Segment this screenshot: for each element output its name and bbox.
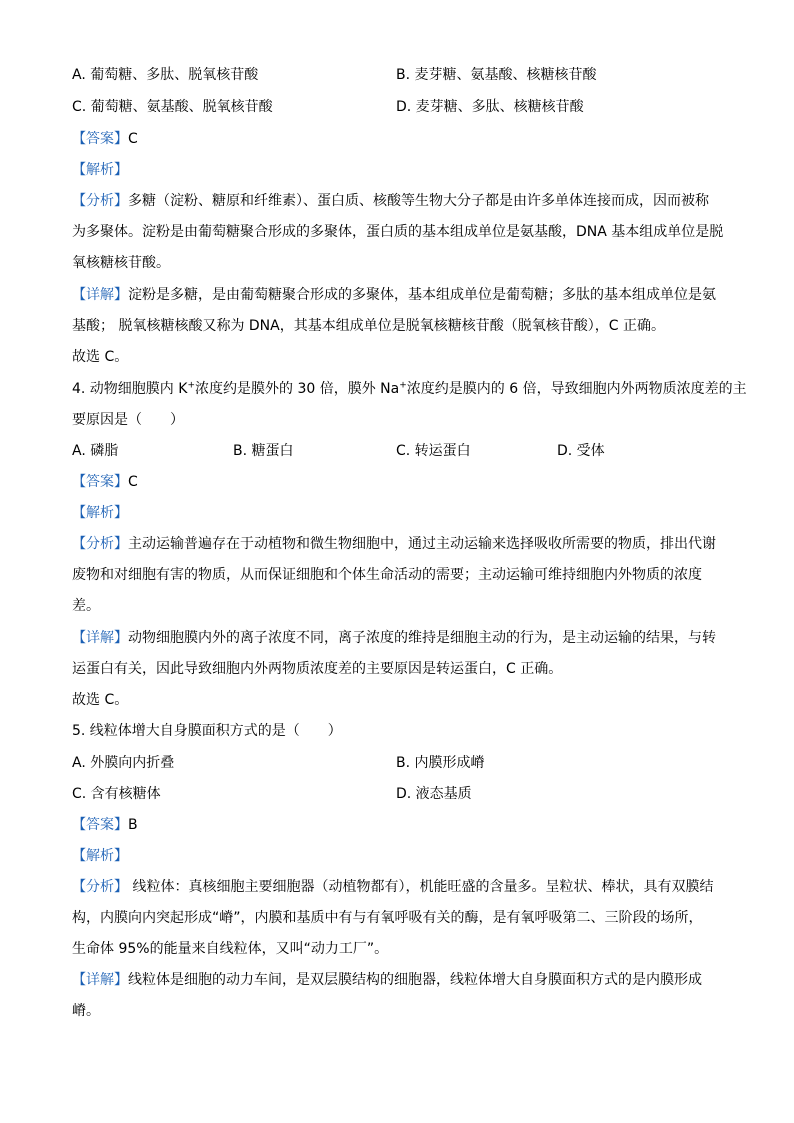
q4-xiangjie-line-1 xyxy=(72,627,716,649)
q3-answer-tag: 【答案】 xyxy=(72,131,128,147)
q5-stem: 5. 线粒体增大自身膜面积方式的是（ ） xyxy=(72,723,342,739)
q4-option-b: B. 糖蛋白 xyxy=(233,443,294,459)
q5-option-a: A. 外膜向内折叠 xyxy=(72,755,175,771)
q4-answer-tag: 【答案】 xyxy=(72,474,128,490)
q5-fenxi-line-3: 生命体 95%的能量来自线粒体，又叫“动力工厂”。 xyxy=(72,941,389,957)
q3-xiangjie-line-1 xyxy=(72,284,716,306)
q5-answer-value: B xyxy=(128,817,138,833)
q3-xiangjie-line-2: 基酸； 脱氧核糖核酸又称为 DNA，其基本组成单位是脱氧核糖核苷酸（脱氧核苷酸），C 正确。 xyxy=(72,318,665,334)
q3-jiexi-line xyxy=(72,159,128,181)
q3-fenxi-line-3: 氧核糖核苷酸。 xyxy=(72,255,170,271)
q3-option-b: B. 麦芽糖、氨基酸、核糖核苷酸 xyxy=(396,67,597,83)
q3-fenxi-line-2: 为多聚体。淀粉是由葡萄糖聚合形成的多聚体，蛋白质的基本组成单位是氨基酸，DNA 基本组成单位是脱 xyxy=(72,224,724,240)
q3-jiexi-tag: 【解析】 xyxy=(72,162,128,178)
q4-xiangjie-text-1: 动物细胞膜内外的离子浓度不同，离子浓度的维持是细胞主动的行为，是主动运输的结果，与转 xyxy=(128,630,716,646)
q5-jiexi-line xyxy=(72,845,128,867)
q5-option-d: D. 液态基质 xyxy=(396,786,472,802)
q4-fenxi-line-2: 废物和对细胞有害的物质，从而保证细胞和个体生命活动的需要；主动运输可维持细胞内外物质的浓度 xyxy=(72,567,702,583)
q5-answer-line xyxy=(72,814,138,836)
q4-jiexi-line xyxy=(72,502,128,524)
q5-fenxi-line-2: 构，内膜向内突起形成“嵴”，内膜和基质中有与有氧呼吸有关的酶，是有氧呼吸第二、三阶段的场所， xyxy=(72,910,703,926)
q4-conclusion: 故选 C。 xyxy=(72,692,129,708)
q4-stem-sup-2: + xyxy=(399,380,407,391)
q5-xiangjie-line-1 xyxy=(72,969,702,991)
q4-fenxi-line-1 xyxy=(72,533,716,555)
q5-jiexi-tag: 【解析】 xyxy=(72,848,128,864)
q4-stem-sup-1: + xyxy=(187,380,195,391)
q4-answer-line xyxy=(72,471,138,493)
q3-option-d: D. 麦芽糖、多肽、核糖核苷酸 xyxy=(396,99,584,115)
q3-option-a: A. 葡萄糖、多肽、脱氧核苷酸 xyxy=(72,67,259,83)
q3-xiangjie-text-1: 淀粉是多糖，是由葡萄糖聚合形成的多聚体，基本组成单位是葡萄糖；多肽的基本组成单位是氨 xyxy=(128,287,716,303)
q3-answer-line xyxy=(72,128,138,150)
q4-stem-mid: 浓度约是膜外的 30 倍，膜外 Na xyxy=(195,381,400,397)
q4-jiexi-tag: 【解析】 xyxy=(72,505,128,521)
q4-option-a: A. 磷脂 xyxy=(72,443,119,459)
q3-conclusion: 故选 C。 xyxy=(72,349,129,365)
q3-xiangjie-tag: 【详解】 xyxy=(72,287,128,303)
q4-stem-pre: 4. 动物细胞膜内 K xyxy=(72,381,188,397)
q3-fenxi-line-1 xyxy=(72,190,709,212)
q5-xiangjie-tag: 【详解】 xyxy=(72,972,128,988)
q5-fenxi-text-1: 线粒体：真核细胞主要细胞器（动植物都有），机能旺盛的含量多。呈粒状、棒状，具有双膜结 xyxy=(128,879,714,895)
q4-stem-line-2: 要原因是（ ） xyxy=(72,412,184,428)
q5-answer-tag: 【答案】 xyxy=(72,817,128,833)
q4-xiangjie-line-2: 运蛋白有关，因此导致细胞内外两物质浓度差的主要原因是转运蛋白，C 正确。 xyxy=(72,661,563,677)
q3-fenxi-tag: 【分析】 xyxy=(72,193,128,209)
q5-fenxi-tag: 【分析】 xyxy=(72,879,128,895)
q4-option-c: C. 转运蛋白 xyxy=(396,443,471,459)
q4-fenxi-tag: 【分析】 xyxy=(72,536,128,552)
q5-option-c: C. 含有核糖体 xyxy=(72,786,161,802)
q3-answer-value: C xyxy=(128,131,138,147)
q4-xiangjie-tag: 【详解】 xyxy=(72,630,128,646)
q4-stem-line-1 xyxy=(72,378,747,400)
q4-stem-post: 浓度约是膜内的 6 倍，导致细胞内外两物质浓度差的主 xyxy=(406,381,747,397)
q4-option-d: D. 受体 xyxy=(557,443,605,459)
q4-fenxi-text-1: 主动运输普遍存在于动植物和微生物细胞中，通过主动运输来选择吸收所需要的物质，排出代谢 xyxy=(128,536,716,552)
q4-answer-value: C xyxy=(128,474,138,490)
q4-fenxi-line-3: 差。 xyxy=(72,598,100,614)
q3-option-c: C. 葡萄糖、氨基酸、脱氧核苷酸 xyxy=(72,99,273,115)
q3-fenxi-text-1: 多糖（淀粉、糖原和纤维素）、蛋白质、核酸等生物大分子都是由许多单体连接而成，因而被称 xyxy=(128,193,709,209)
q5-xiangjie-text-1: 线粒体是细胞的动力车间，是双层膜结构的细胞器，线粒体增大自身膜面积方式的是内膜形成 xyxy=(128,972,702,988)
q5-fenxi-line-1 xyxy=(72,876,713,898)
q5-option-b: B. 内膜形成嵴 xyxy=(396,755,485,771)
q5-xiangjie-line-2: 嵴。 xyxy=(72,1003,100,1019)
